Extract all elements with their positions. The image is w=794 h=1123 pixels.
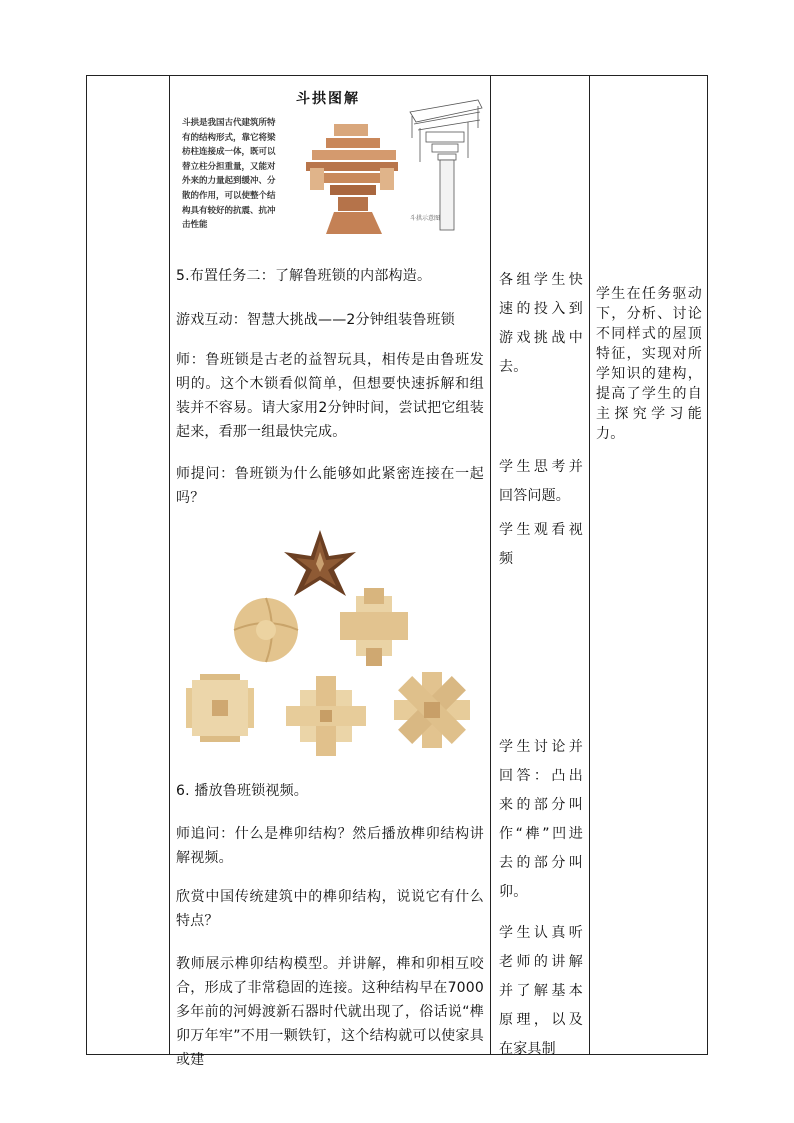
star-puzzle xyxy=(284,530,356,596)
cross-block-puzzle xyxy=(340,588,408,666)
dougong-model-image xyxy=(304,116,404,234)
student-watch-text: 学生观看视频 xyxy=(499,522,583,567)
stage-column xyxy=(87,76,169,1054)
teacher-activity-column xyxy=(170,76,490,1068)
design-intent-column xyxy=(590,76,708,1054)
task-two-text: 5.布置任务二：了解鲁班锁的内部构造。 xyxy=(176,268,432,284)
student-listen-text: 学生认真听老师的讲解并了解基本原理，以及在家具制 xyxy=(499,925,583,1057)
dougong-figure xyxy=(176,78,484,236)
cube-puzzle xyxy=(286,676,366,756)
dougong-drawing xyxy=(408,98,484,232)
ball-puzzle xyxy=(234,598,298,662)
lesson-table xyxy=(86,75,708,1068)
teacher-intro-text: 师：鲁班锁是古老的益智玩具，相传是由鲁班发明的。这个木锁看似简单，但想要快速拆解和组装并不容易。请大家用2分钟时间，尝试把它组装起来，看那一组最快完成。 xyxy=(176,352,484,440)
student-discussion-text: 学生讨论并回答：凸出来的部分叫作“榫”凹进去的部分叫卯。 xyxy=(499,739,583,900)
figure-title: 斗拱图解 xyxy=(296,91,360,107)
teacher-demo-text: 教师展示榫卯结构模型。并讲解，榫和卯相互咬合，形成了非常稳固的连接。这种结构早在7000多年前的河姆渡新石器时代就出现了，俗话说“榫卯万年牢”不用一颗铁钉，这个结构就可以使家具或建 xyxy=(176,956,484,1068)
svg-text:斗拱示意图: 斗拱示意图 xyxy=(410,215,441,222)
appreciation-text: 欣赏中国传统建筑中的榫卯结构，说说它有什么特点？ xyxy=(176,889,484,929)
teacher-question-text: 师提问：鲁班锁为什么能够如此紧密连接在一起吗？ xyxy=(176,466,484,506)
luban-lock-puzzles-image xyxy=(180,526,480,756)
student-game-text: 各组学生快速的投入到游戏挑战中去。 xyxy=(499,272,583,375)
game-interaction-text: 游戏互动：智慧大挑战——2分钟组装鲁班锁 xyxy=(176,312,455,328)
flower-puzzle xyxy=(394,672,470,748)
video-step-text: 6. 播放鲁班锁视频。 xyxy=(176,783,309,799)
round-block-puzzle xyxy=(186,674,254,742)
figure-caption: 斗拱是我国古代建筑所特 有的结构形式，靠它将梁 枋柱连接成一体，既可以 替立柱分担重量，又能对 外来的力量起到缓冲、分 散的作用，可以使整个结 构具有较好的抗震、抗冲 击性能 xyxy=(182,118,276,231)
student-activity-column xyxy=(491,76,589,1057)
follow-up-question-text: 师追问：什么是榫卯结构？然后播放榫卯结构讲解视频。 xyxy=(176,826,484,866)
student-answer-text: 学生思考并回答问题。 xyxy=(499,459,583,504)
design-intent-text: 学生在任务驱动下，分析、讨论不同样式的屋顶特征，实现对所学知识的建构，提高了学生的自主探究学习能力。 xyxy=(596,286,702,442)
